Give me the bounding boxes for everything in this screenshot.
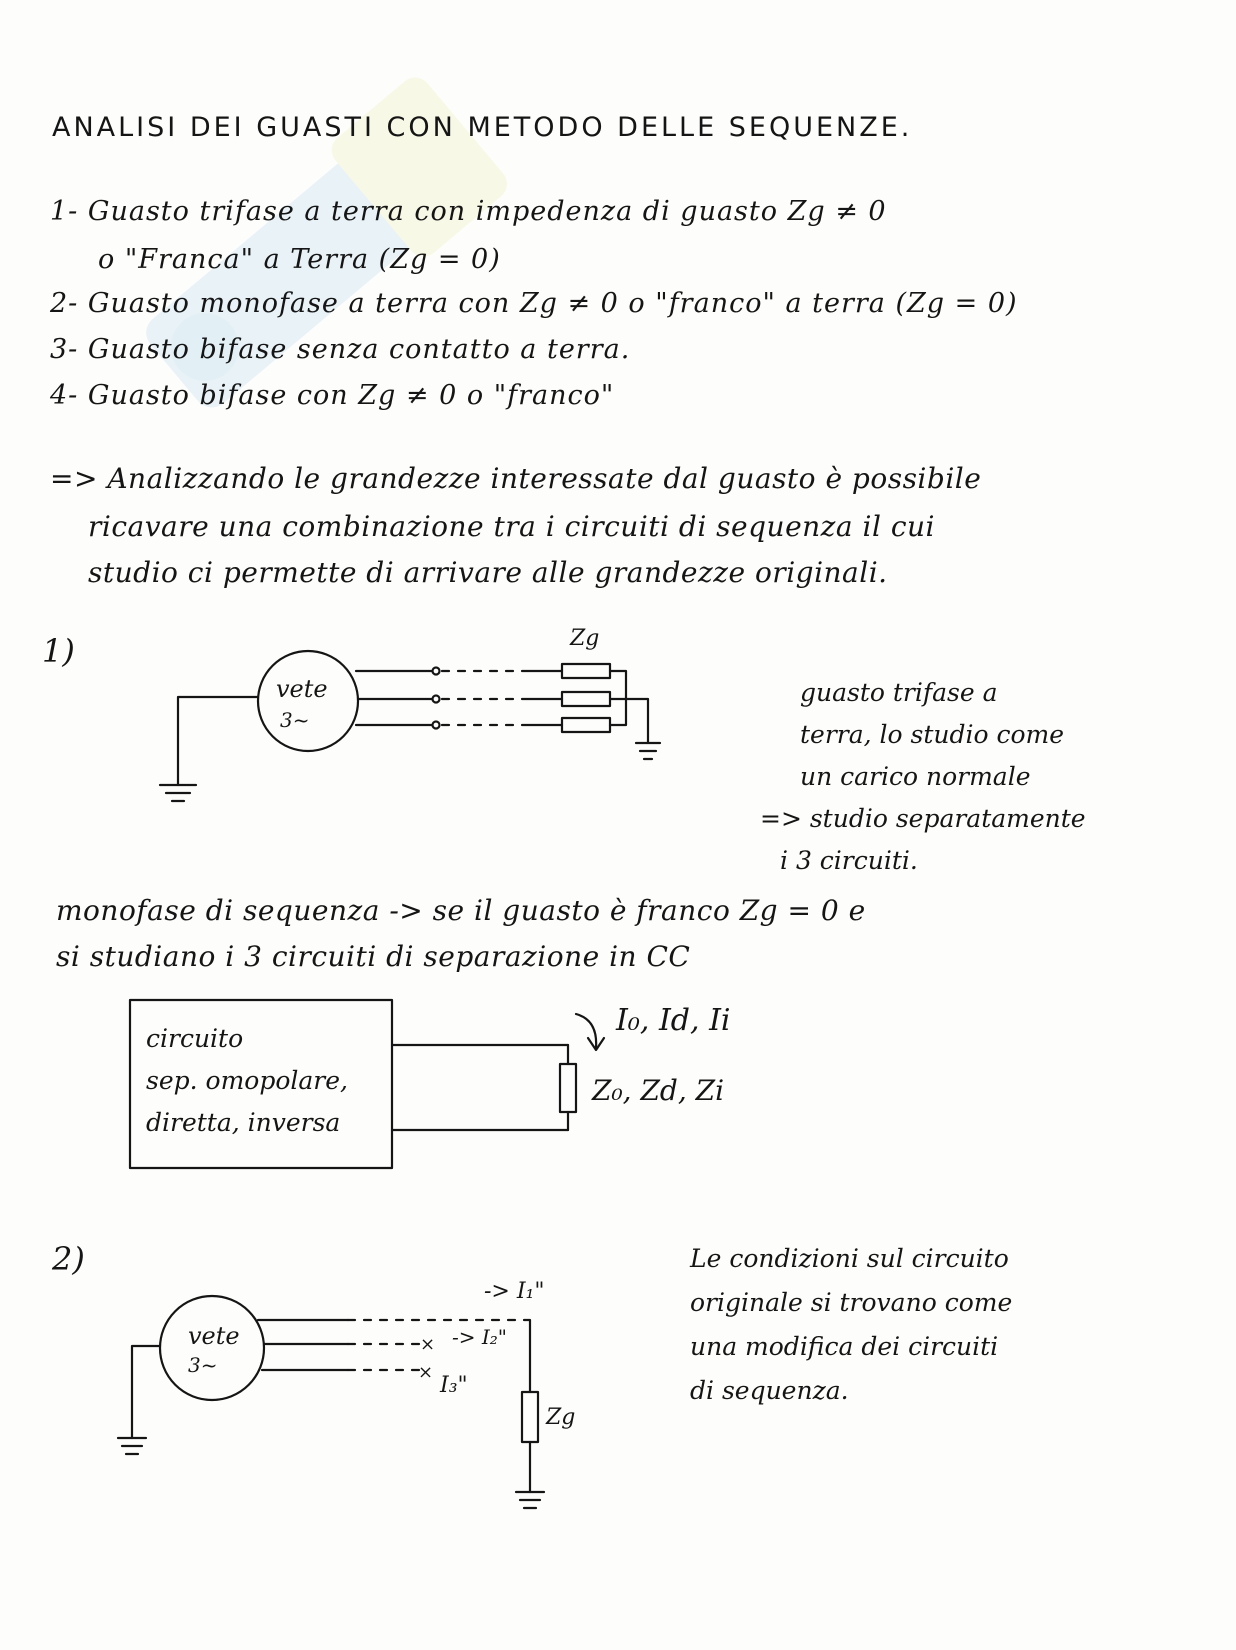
impedance-label: Zg xyxy=(570,626,600,651)
fault-item-4: 4- Guasto bifase con Zg ≠ 0 o "franco" xyxy=(50,380,615,411)
terminal-3 xyxy=(433,722,440,729)
sequence-box-line-3: diretta, inversa xyxy=(146,1108,341,1137)
ground-symbol-4 xyxy=(516,1492,544,1508)
open-terminal-3: × xyxy=(418,1362,434,1383)
section-1-note-line-1: guasto trifase a xyxy=(800,678,998,707)
current-1-label: -> I₁" xyxy=(484,1279,545,1304)
monofase-line-1: monofase di sequenza -> se il guasto è franco Zg = 0 e xyxy=(56,894,866,927)
terminal-1 xyxy=(433,668,440,675)
fault-impedance-label: Zg xyxy=(546,1405,576,1430)
section-1-note-line-4: => studio separatamente xyxy=(760,804,1086,833)
current-arrow xyxy=(576,1014,596,1048)
section-1-note-line-5: i 3 circuiti. xyxy=(780,846,918,875)
network-source-sub: 3~ xyxy=(280,708,310,732)
analysis-line-1: => Analizzando le grandezze interessate dal guasto è possibile xyxy=(50,462,982,495)
fault-item-1-cont: o "Franca" a Terra (Zg = 0) xyxy=(98,244,501,275)
impedance-zg-2 xyxy=(562,692,610,706)
section-2-note-line-3: una modifica dei circuiti xyxy=(690,1332,999,1361)
monofase-line-2: si studiano i 3 circuiti di separazione in CC xyxy=(56,940,691,973)
section-2-note-line-2: originale si trovano come xyxy=(690,1288,1013,1317)
ground-wire-2 xyxy=(132,1346,160,1438)
diagram-trifase-fault xyxy=(150,615,690,815)
fault-item-1: 1- Guasto trifase a terra con impedenza di guasto Zg ≠ 0 xyxy=(50,196,887,227)
impedance-zg-fault xyxy=(522,1392,538,1442)
network-source-2-label: vete xyxy=(188,1322,240,1350)
section-2-label: 2) xyxy=(52,1240,85,1278)
network-source-label: vete xyxy=(276,675,328,703)
section-1-label: 1) xyxy=(42,632,75,670)
ground-symbol xyxy=(160,785,196,801)
sequence-impedances-label: Z₀, Zd, Zi xyxy=(592,1074,725,1107)
sequence-box-line-1: circuito xyxy=(146,1024,244,1053)
impedance-zg-3 xyxy=(562,718,610,732)
section-2-note-line-4: di sequenza. xyxy=(690,1376,849,1405)
network-source-2-sub: 3~ xyxy=(188,1353,218,1377)
fault-item-2: 2- Guasto monofase a terra con Zg ≠ 0 o "franco" a terra (Zg = 0) xyxy=(50,288,1018,319)
diagram-monofase-fault xyxy=(118,1240,638,1570)
page-title: ANALISI DEI GUASTI CON METODO DELLE SEQUENZE. xyxy=(52,112,913,143)
fault-wire xyxy=(524,1320,530,1392)
impedance-ground-wire xyxy=(626,699,648,743)
section-2-note-line-1: Le condizioni sul circuito xyxy=(690,1244,1009,1273)
open-terminal-2: × xyxy=(420,1334,436,1355)
sequence-box-line-2: sep. omopolare, xyxy=(146,1066,348,1095)
terminal-2 xyxy=(433,696,440,703)
section-1-note-line-2: terra, lo studio come xyxy=(800,720,1065,749)
fault-item-3: 3- Guasto bifase senza contatto a terra. xyxy=(50,334,631,365)
current-3-label: I₃" xyxy=(440,1373,468,1398)
sequence-currents-label: I₀, Id, Ii xyxy=(616,1003,731,1038)
analysis-line-2: ricavare una combinazione tra i circuiti di sequenza il cui xyxy=(88,510,935,543)
analysis-line-3: studio ci permette di arrivare alle grandezze originali. xyxy=(88,556,888,589)
sequence-impedance xyxy=(560,1064,576,1112)
ground-symbol-3 xyxy=(118,1438,146,1454)
current-2-label: -> I₂" xyxy=(452,1325,507,1349)
impedance-zg-1 xyxy=(562,664,610,678)
ground-wire xyxy=(178,697,258,785)
section-1-note-line-3: un carico normale xyxy=(800,762,1031,791)
ground-symbol-2 xyxy=(636,743,660,759)
